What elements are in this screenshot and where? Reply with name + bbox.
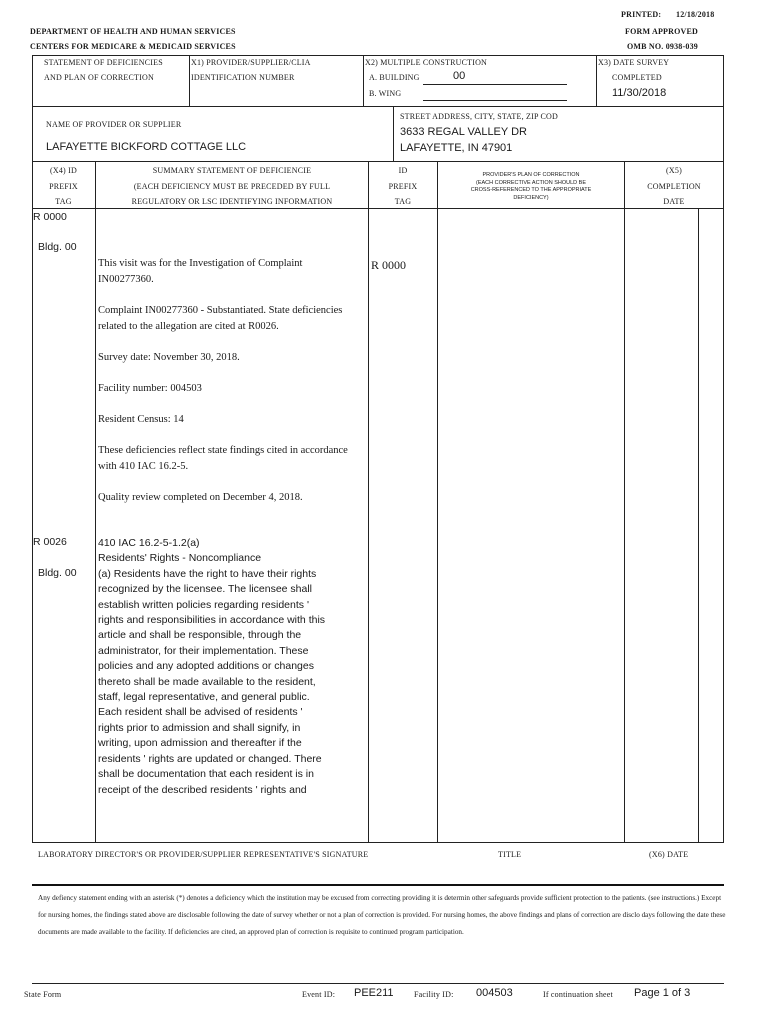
prefix-tag-r0026: R 0026 bbox=[33, 536, 67, 548]
plan-header-line-4: DEFICIENCY) bbox=[513, 194, 549, 201]
provider-name: LAFAYETTE BICKFORD COTTAGE LLC bbox=[46, 141, 247, 153]
event-id-label: Event ID: bbox=[302, 990, 336, 999]
agency-department: DEPARTMENT OF HEALTH AND HUMAN SERVICES bbox=[30, 27, 236, 36]
survey-date-text: Survey date: November 30, 2018. bbox=[98, 352, 240, 363]
provider-id-label: X1) PROVIDER/SUPPLIER/CLIA bbox=[191, 58, 311, 67]
quality-review-text: Quality review completed on December 4, 2018. bbox=[98, 492, 303, 503]
summary-instruction-1: (EACH DEFICIENCY MUST BE PRECEDED BY FULL bbox=[133, 182, 331, 191]
disclaimer-text: Any defiency statement ending with an asterisk (*) denotes a deficiency which the institution may be excused from correcting providing it is determin other safeguards provide sufficient protection to the patients. (see instructions.) Except for nursing homes, the findings stated above are disclosable following the date of survey whether or not a plan of correction is provided. For nursing homes, the above findings and plans of correction are disclo days following the date these documents are made available to the facility. If deficiencies are cited, an approved plan of correction is requisite to continued program participation. bbox=[38, 894, 726, 936]
form-approved: FORM APPROVED bbox=[625, 27, 699, 36]
date-survey-label: X3) DATE SURVEY bbox=[598, 58, 670, 67]
resident-census-text: Resident Census: 14 bbox=[98, 414, 184, 425]
plan-of-correction-label: AND PLAN OF CORRECTION bbox=[44, 73, 154, 82]
signature-label: LABORATORY DIRECTOR'S OR PROVIDER/SUPPLIER REPRESENTATIVE'S SIGNATURE bbox=[38, 850, 369, 859]
omb-number: OMB NO. 0938-039 bbox=[627, 42, 698, 51]
facility-number-text: Facility number: 004503 bbox=[98, 383, 202, 394]
completion-label: COMPLETION bbox=[647, 182, 701, 191]
building-tag-1: Bldg. 00 bbox=[38, 241, 77, 253]
statement-label: STATEMENT OF DEFICIENCIES bbox=[44, 58, 163, 67]
facility-id-label: Facility ID: bbox=[414, 990, 454, 999]
complaint-status: Complaint IN00277360 - Substantiated. State deficiencies related to the allegation are cited at R0026. bbox=[98, 305, 343, 332]
plan-header-line-3: CROSS-REFERENCED TO THE APPROPRIATE bbox=[470, 187, 592, 193]
facility-id-value: 004503 bbox=[476, 987, 513, 999]
regulation-title: Residents' Rights - Noncompliance bbox=[98, 552, 262, 565]
survey-date: 11/30/2018 bbox=[612, 87, 667, 99]
building-tag-2: Bldg. 00 bbox=[38, 567, 77, 579]
provider-name-label: NAME OF PROVIDER OR SUPPLIER bbox=[46, 120, 182, 129]
prefix-tag-r0000: R 0000 bbox=[33, 211, 67, 223]
x6-date-label: (X6) DATE bbox=[649, 850, 689, 859]
x4-prefix-label: PREFIX bbox=[49, 182, 78, 191]
summary-findings bbox=[98, 256, 348, 506]
multiple-construction-label: X2) MULTIPLE CONSTRUCTION bbox=[365, 58, 488, 67]
building-value: 00 bbox=[453, 70, 466, 82]
x4-id-label: (X4) ID bbox=[50, 166, 77, 175]
building-label: A. BUILDING bbox=[369, 73, 420, 82]
completed-label: COMPLETED bbox=[612, 73, 662, 82]
id-tag-label: TAG bbox=[394, 197, 412, 206]
identification-number-label: IDENTIFICATION NUMBER bbox=[191, 73, 295, 82]
printed-label: PRINTED: bbox=[621, 10, 662, 19]
title-label: TITLE bbox=[498, 850, 522, 859]
agency-cms: CENTERS FOR MEDICARE & MEDICAID SERVICES bbox=[30, 42, 236, 51]
city-state-zip: LAFAYETTE, IN 47901 bbox=[400, 142, 513, 154]
id-label: ID bbox=[398, 166, 408, 175]
printed-date: 12/18/2018 bbox=[676, 10, 715, 19]
wing-label: B. WING bbox=[369, 89, 402, 98]
plan-header-line-1: PROVIDER'S PLAN OF CORRECTION bbox=[482, 172, 580, 178]
regulation-block bbox=[98, 536, 330, 798]
summary-label: SUMMARY STATEMENT OF DEFICIENCIE bbox=[152, 166, 312, 175]
continuation-label: If continuation sheet bbox=[543, 990, 613, 999]
visit-reason: This visit was for the Investigation of Complaint IN00277360. bbox=[98, 258, 303, 285]
x5-label: (X5) bbox=[666, 166, 682, 175]
id-prefix-tag-r0000: R 0000 bbox=[371, 258, 407, 272]
regulation-text: (a) Residents have the right to have their rights recognized by the licensee. The licensee shall establish written policies regarding residents ' rights and responsibilities in accordance with this article and shall be responsible, through the administrator, for their implementation. These policies and any adopted additions or changes thereto shall be made available to the resident, staff, legal representative, and general public. Each resident shall be advised of residents ' rights prior to admission and shall signify, in writing, upon admission and thereafter if the residents ' rights are updated or changed. There shall be documentation that each resident is in receipt of the described residents ' rights and bbox=[98, 567, 326, 796]
x4-tag-label: TAG bbox=[55, 197, 72, 206]
summary-instruction-2: REGULATORY OR LSC IDENTIFYING INFORMATION bbox=[131, 197, 333, 206]
findings-accordance-text: These deficiencies reflect state findings cited in accordance with 410 IAC 16.2-5. bbox=[98, 445, 348, 472]
state-form-label: State Form bbox=[24, 990, 62, 999]
address-label: STREET ADDRESS, CITY, STATE, ZIP COD bbox=[400, 112, 558, 121]
page-number: Page 1 of 3 bbox=[634, 987, 691, 999]
plan-of-correction-header bbox=[438, 172, 624, 202]
id-prefix-label: PREFIX bbox=[388, 182, 418, 191]
street-address: 3633 REGAL VALLEY DR bbox=[400, 126, 527, 138]
event-id-value: PEE211 bbox=[354, 987, 394, 999]
plan-header-line-2: (EACH CORRECTIVE ACTION SHOULD BE bbox=[475, 179, 587, 186]
regulation-citation: 410 IAC 16.2-5-1.2(a) bbox=[98, 537, 200, 549]
date-label: DATE bbox=[663, 197, 685, 206]
